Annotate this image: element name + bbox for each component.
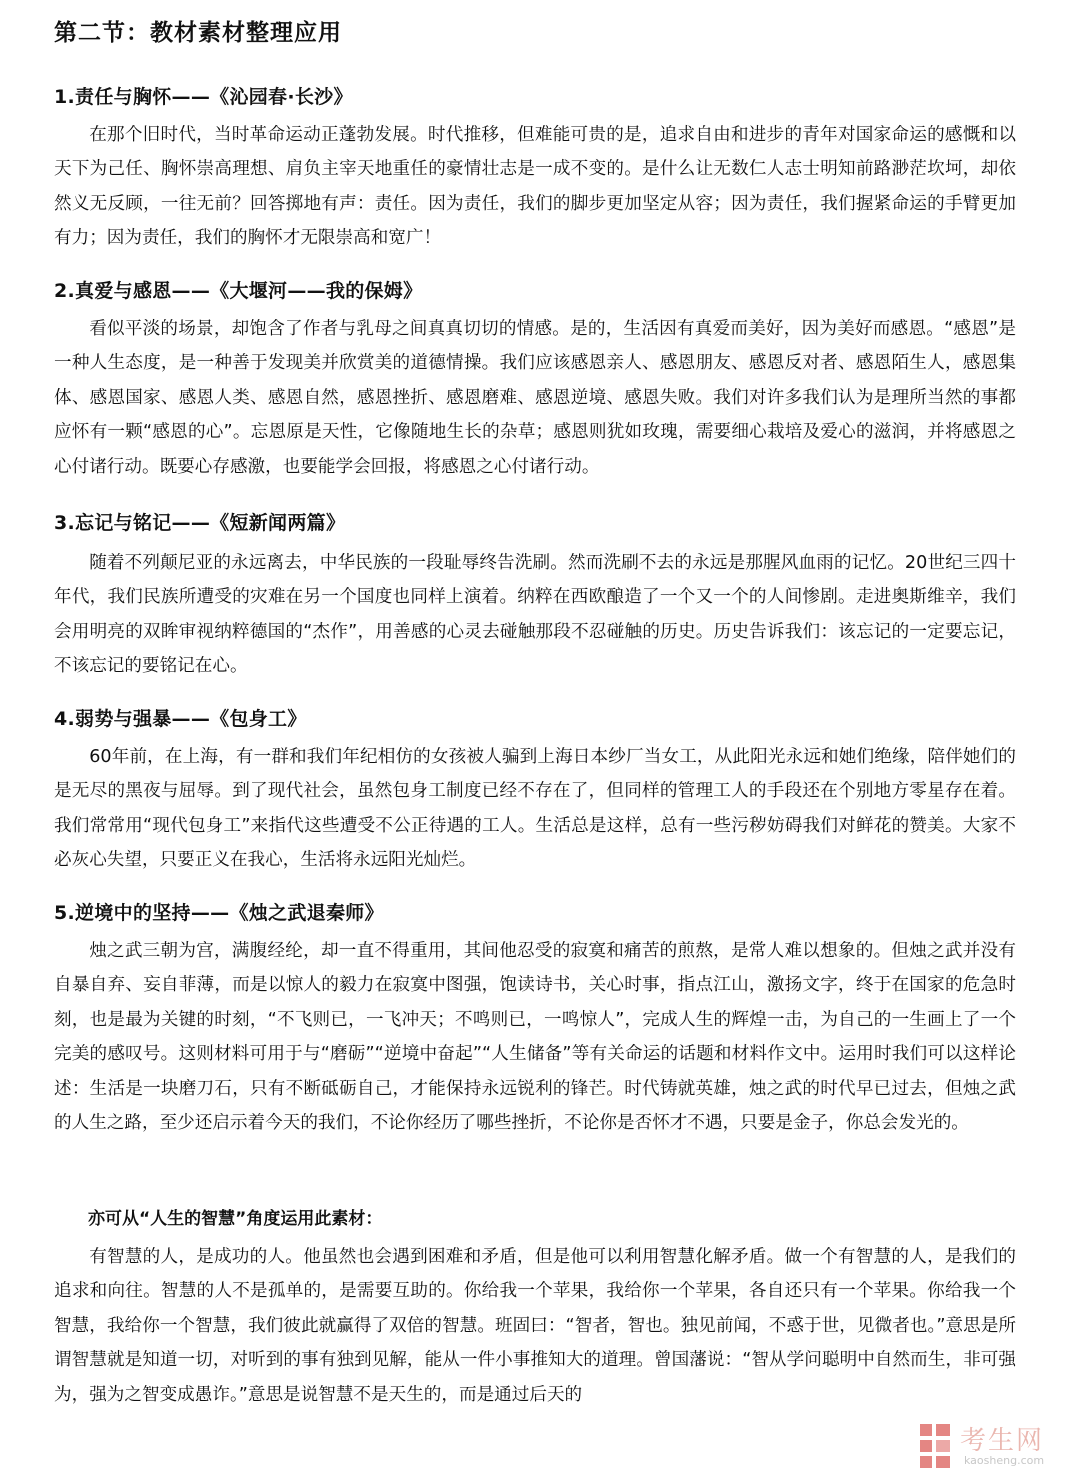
section-note: 亦可从“人生的智慧”角度运用此素材： <box>88 1209 383 1229</box>
section-paragraph-2: 看似平淡的场景，却饱含了作者与乳母之间真真切切的情感。是的，生活因有真爱而美好，因为美好而感恩。“感恩”是一种人生态度，是一种善于发现美并欣赏美的道德情操。我们应该感恩亲人、感恩朋友、感恩反对者、感恩陌生人，感恩集体、感恩国家、感恩人类、感恩自然，感恩挫折、感恩磨难、感恩逆境、感恩失败。我们对许多我们认为是理所当然的事都应怀有一颗“感恩的心”。忘恩原是天性，它像随地生长的杂草；感恩则犹如玫瑰，需要细心栽培及爱心的滋润，并将感恩之心付诸行动。既要心存感激，也要能学会回报，将感恩之心付诸行动。 <box>54 319 1016 477</box>
section-heading-4: 4.弱势与强暴——《包身工》 <box>54 708 307 730</box>
section-paragraph-1: 在那个旧时代，当时革命运动正蓬勃发展。时代推移，但难能可贵的是，追求自由和进步的青年对国家命运的感慨和以天下为己任、胸怀崇高理想、肩负主宰天地重任的豪情壮志是一成不变的。是什么让无数仁人志士明知前路渺茫坎坷，却依然义无反顾，一往无前？回答掷地有声：责任。因为责任，我们的脚步更加坚定从容；因为责任，我们握紧命运的手臂更加有力；因为责任，我们的胸怀才无限崇高和宽广！ <box>54 125 1016 249</box>
watermark-site-name: 考生网 <box>960 1426 1045 1456</box>
section-heading-1: 1.责任与胸怀——《沁园春·长沙》 <box>54 86 353 108</box>
section-paragraph-4: 60年前，在上海，有一群和我们年纪相仿的女孩被人骗到上海日本纱厂当女工，从此阳光永远和她们绝缘，陪伴她们的是无尽的黑夜与屈辱。到了现代社会，虽然包身工制度已经不存在了，但同样的管理工人的手段还在个别地方零星存在着。我们常常用“现代包身工”来指代这些遭受不公正待遇的工人。生活总是这样，总有一些污秽妨碍我们对鲜花的赞美。大家不必灰心失望，只要正义在我心，生活将永远阳光灿烂。 <box>54 747 1016 871</box>
section-heading-5: 5.逆境中的坚持——《烛之武退秦师》 <box>54 902 384 924</box>
section-heading-3: 3.忘记与铭记——《短新闻两篇》 <box>54 512 346 534</box>
section-note-paragraph: 有智慧的人，是成功的人。他虽然也会遇到困难和矛盾，但是他可以利用智慧化解矛盾。做一个有智慧的人，是我们的追求和向往。智慧的人不是孤单的，是需要互助的。你给我一个苹果，我给你一个苹果，各自还只有一个苹果。你给我一个智慧，我给你一个智慧，我们彼此就赢得了双倍的智慧。班固曰：“智者，智也。独见前闻，不惑于世，见微者也。”意思是所谓智慧就是知道一切，对听到的事有独到见解，能从一件小事推知大的道理。曾国藩说：“智从学问聪明中自然而生，非可强为，强为之智变成愚诈。”意思是说智慧不是天生的，而是通过后天的 <box>54 1247 1016 1405</box>
watermark <box>918 1420 1068 1476</box>
section-heading-2: 2.真爱与感恩——《大堰河——我的保姆》 <box>54 280 423 302</box>
section-paragraph-3: 随着不列颠尼亚的永远离去，中华民族的一段耻辱终告洗刷。然而洗刷不去的永远是那腥风血雨的记忆。20世纪三四十年代，我们民族所遭受的灾难在另一个国度也同样上演着。纳粹在西欧酿造了一个又一个的人间惨剧。走进奥斯维辛，我们会用明亮的双眸审视纳粹德国的“杰作”，用善感的心灵去碰触那段不忍碰触的历史。历史告诉我们：该忘记的一定要忘记，不该忘记的要铭记在心。 <box>54 553 1016 677</box>
watermark-site-url: kaosheng.com <box>964 1454 1045 1467</box>
page-title: 第二节：教材素材整理应用 <box>54 20 342 46</box>
kaosheng-logo-icon <box>918 1422 954 1470</box>
section-paragraph-5: 烛之武三朝为宫，满腹经纶，却一直不得重用，其间他忍受的寂寞和痛苦的煎熬，是常人难以想象的。但烛之武并没有自暴自弃、妄自菲薄，而是以惊人的毅力在寂寞中图强，饱读诗书，关心时事，指点江山，激扬文字，终于在国家的危急时刻，也是最为关键的时刻，“不飞则已，一飞冲天；不鸣则已，一鸣惊人”，完成人生的辉煌一击，为自己的一生画上了一个完美的感叹号。这则材料可用于与“磨砺”“逆境中奋起”“人生储备”等有关命运的话题和材料作文中。运用时我们可以这样论述：生活是一块磨刀石，只有不断砥砺自己，才能保持永远锐利的锋芒。时代铸就英雄，烛之武的时代早已过去，但烛之武的人生之路，至少还启示着今天的我们，不论你经历了哪些挫折，不论你是否怀才不遇，只要是金子，你总会发光的。 <box>54 941 1016 1134</box>
